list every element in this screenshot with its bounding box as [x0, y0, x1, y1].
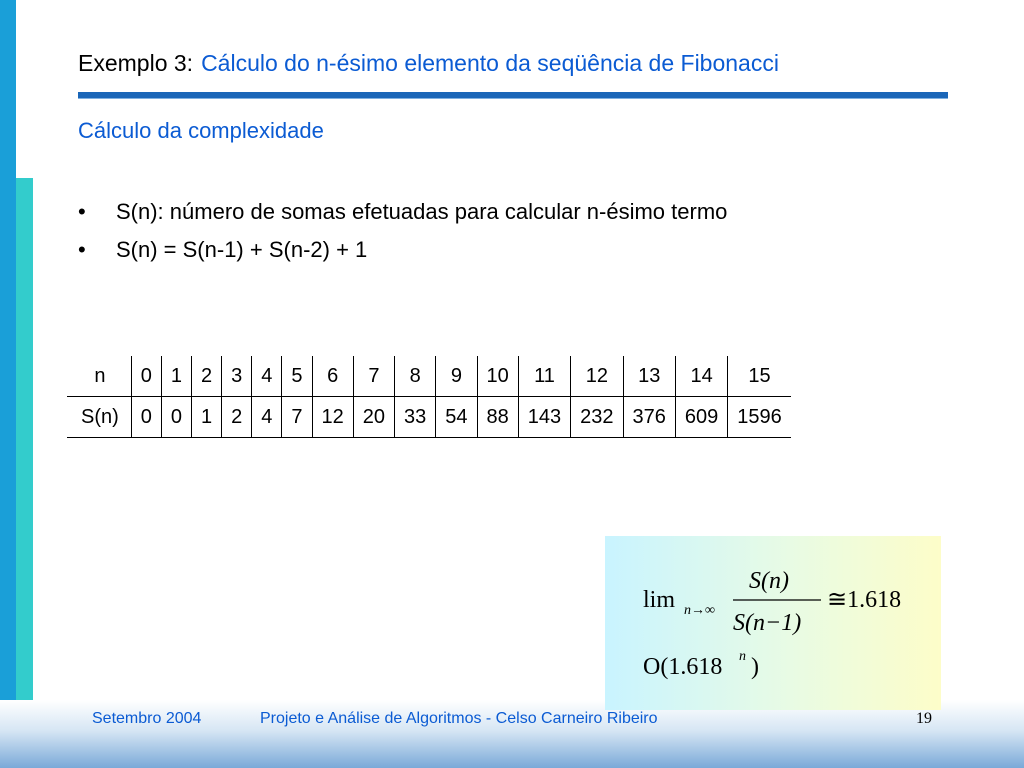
title-main: Cálculo do n-ésimo elemento da seqüência de Fibonacci	[201, 50, 779, 76]
bullet-text: S(n) = S(n-1) + S(n-2) + 1	[116, 237, 368, 262]
table-cell: 609	[675, 397, 727, 438]
formula-denominator: S(n−1)	[733, 610, 802, 636]
table-cell: 1596	[728, 397, 791, 438]
table-cell: 2	[222, 397, 252, 438]
table-cell: 54	[436, 397, 477, 438]
title-prefix: Exemplo 3:	[78, 50, 194, 76]
formula-graphic	[605, 536, 941, 710]
table-cell: 9	[436, 356, 477, 397]
table-cell: 10	[477, 356, 518, 397]
table-cell: 20	[353, 397, 394, 438]
table-cell: 2	[192, 356, 222, 397]
table-cell: 33	[395, 397, 436, 438]
formula-close-paren: )	[751, 654, 759, 680]
bullet-text: S(n): número de somas efetuadas para calcular n-ésimo termo	[116, 199, 728, 224]
bullet-item	[78, 231, 727, 269]
table-cell: 4	[252, 397, 282, 438]
formula-approx: ≅1.618	[827, 587, 902, 613]
bullet-icon: •	[78, 237, 86, 262]
bullet-item	[78, 193, 727, 231]
table-cell: 143	[518, 397, 570, 438]
sequence-table	[67, 356, 791, 438]
slide-title	[78, 50, 779, 84]
left-accent-bar-dark	[0, 0, 16, 768]
table-cell: 0	[131, 356, 161, 397]
table-cell: 7	[282, 397, 312, 438]
row-header-s: S(n)	[81, 405, 119, 428]
table-cell: 6	[312, 356, 353, 397]
bullet-icon: •	[78, 199, 86, 224]
table-row-n	[67, 356, 791, 397]
table-cell: 88	[477, 397, 518, 438]
table-cell: 12	[571, 356, 623, 397]
title-underline	[78, 92, 948, 99]
table-cell: 11	[518, 356, 570, 397]
table-cell: 3	[222, 356, 252, 397]
row-header-n: n	[67, 356, 131, 397]
bullet-list	[78, 193, 727, 269]
table-cell: 4	[252, 356, 282, 397]
footer-date: Setembro 2004	[92, 710, 202, 727]
formula-subscript: n→∞	[684, 603, 715, 618]
table-cell: 0	[161, 397, 191, 438]
footer-course: Projeto e Análise de Algoritmos - Celso Carneiro Ribeiro	[260, 710, 658, 727]
table-row-s	[67, 397, 791, 438]
table-cell: 14	[675, 356, 727, 397]
table-cell: 1	[192, 397, 222, 438]
formula-box	[605, 536, 941, 710]
table-cell: 13	[623, 356, 675, 397]
table-cell: 1	[161, 356, 191, 397]
formula-big-o: O(1.618	[643, 654, 723, 680]
table-cell: 0	[131, 397, 161, 438]
left-accent-bar-light	[16, 178, 33, 768]
table-cell: 376	[623, 397, 675, 438]
section-subtitle: Cálculo da complexidade	[78, 118, 324, 143]
table-cell: 15	[728, 356, 791, 397]
page-number: 19	[916, 710, 932, 727]
table-cell: 12	[312, 397, 353, 438]
table-cell: 232	[571, 397, 623, 438]
formula-exponent: n	[739, 649, 746, 664]
formula-lim: lim	[643, 587, 676, 613]
table-cell: 7	[353, 356, 394, 397]
formula-numerator: S(n)	[749, 568, 789, 594]
table-cell: 5	[282, 356, 312, 397]
table-cell: 8	[395, 356, 436, 397]
